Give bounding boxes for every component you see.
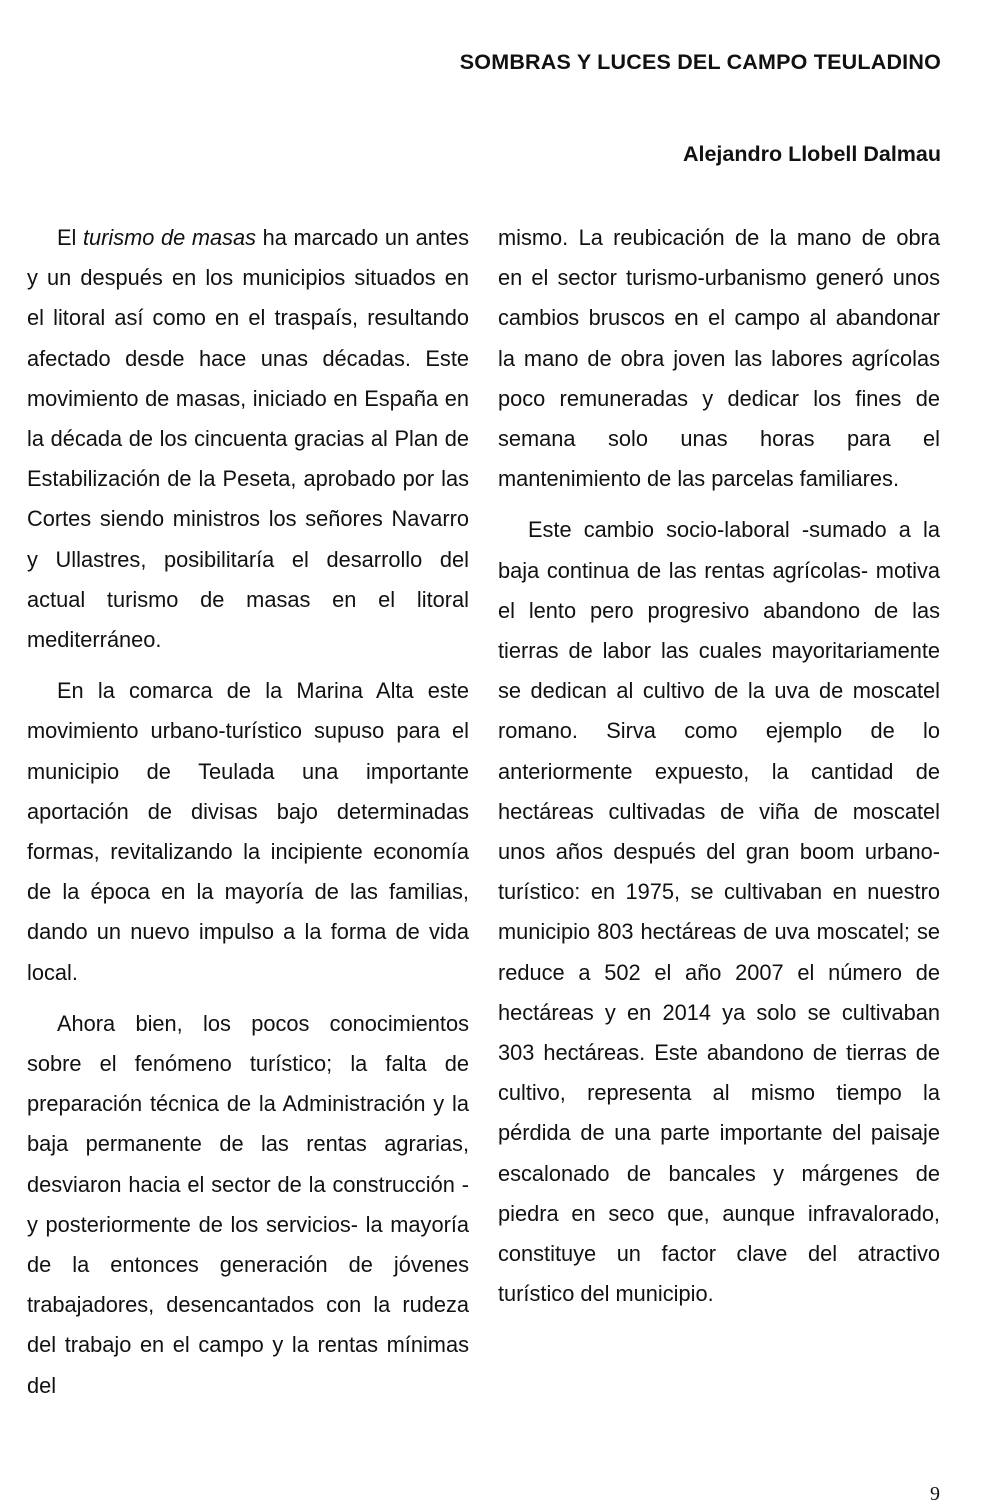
paragraph: Este cambio socio-laboral -sumado a la baja continua de las rentas agrícolas- motiva el lento pero progresivo abandono de las tierras de labor las cuales mayoritariamente se dedican al cultivo de la uva de moscatel romano. Sirva como ejemplo de lo anteriormente expuesto, la cantidad de hectáreas cultivadas de viña de moscatel unos años después del gran boom urbano-turístico: en 1975, se cultivaban en nuestro municipio 803 hectáreas de uva moscatel; se reduce a 502 el año 2007 el número de hectáreas y en 2014 ya solo se cultivaban 303 hectáreas. Este abandono de tierras de cultivo, representa al mismo tiempo la pérdida de una parte importante del paisaje escalonado de bancales y márgenes de piedra en seco que, aunque infravalorado, constituye un factor clave del atractivo turístico del municipio. xyxy=(498,517,940,1307)
right-column xyxy=(498,218,940,1325)
article-title: SOMBRAS Y LUCES DEL CAMPO TEULADINO xyxy=(459,50,941,74)
paragraph-continued: mismo. La reubicación de la mano de obra en el sector turismo-urbanismo generó unos cambios bruscos en el campo al abandonar la mano de obra joven las labores agrícolas poco remuneradas y dedicar los fines de semana solo unas horas para el mantenimiento de las parcelas familiares. xyxy=(498,225,940,492)
paragraph-text: El xyxy=(57,225,83,250)
paragraph: En la comarca de la Marina Alta este movimiento urbano-turístico supuso para el municipio de Teulada una importante aportación de divisas bajo determinadas formas, revitalizando la incipiente economía de la época en la mayoría de las familias, dando un nuevo impulso a la forma de vida local. xyxy=(27,678,469,985)
paragraph: Ahora bien, los pocos conocimientos sobre el fenómeno turístico; la falta de preparación técnica de la Administración y la baja permanente de las rentas agrarias, desviaron hacia el sector de la construcción -y posteriormente de los servicios- la mayoría de la entonces generación de jóvenes trabajadores, desencantados con la rudeza del trabajo en el campo y la rentas mínimas del xyxy=(27,1010,469,1398)
emphasized-text: turismo de masas xyxy=(82,225,257,250)
left-column xyxy=(27,218,469,1417)
paragraph-text: ha marcado un antes y un después en los municipios situados en el litoral así como en el traspaís, resultando afectado desde hace unas décadas. Este movimiento de masas, iniciado en España en la década de los cincuenta gracias al Plan de Estabilización de la Peseta, aprobado por las Cortes siendo ministros los señores Navarro y Ullastres, posibilitaría el desarrollo del actual turismo de masas en el litoral mediterráneo. xyxy=(27,225,470,653)
article-author: Alejandro Llobell Dalmau xyxy=(682,142,941,166)
paragraph xyxy=(27,218,469,660)
page-number: 9 xyxy=(930,1483,940,1505)
